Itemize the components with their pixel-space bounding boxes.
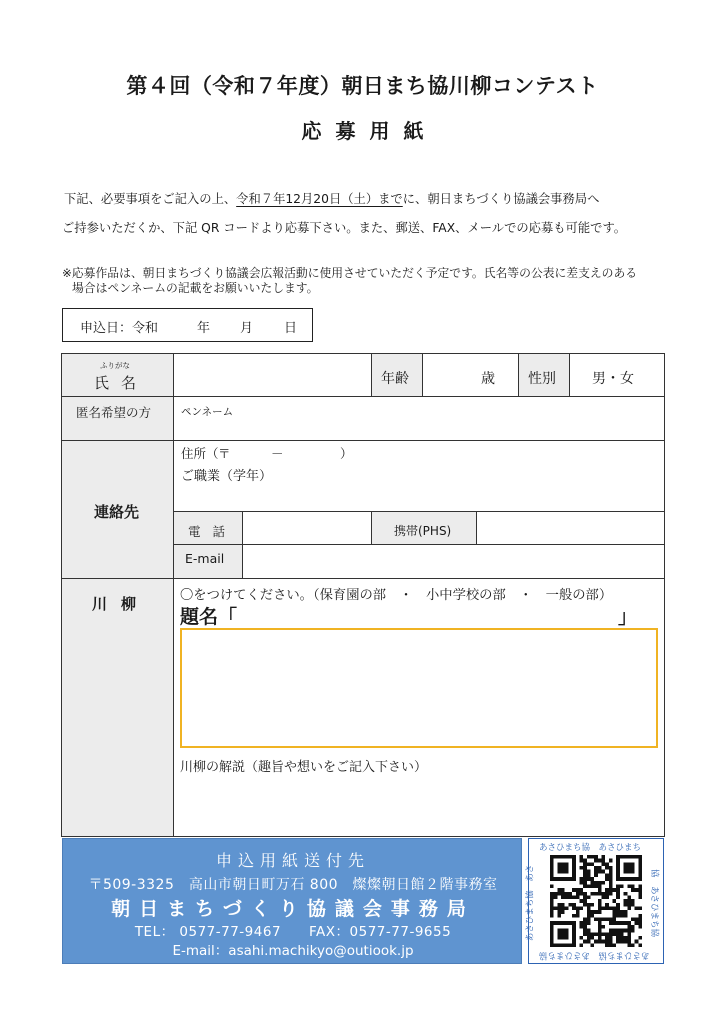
penname-label: ペンネーム [181,406,234,418]
date-label: 申込日：令和 [80,321,159,336]
contact-label: 連絡先 [94,503,140,521]
address-label: 住所（ [181,446,219,461]
qr-border-text-bottom: あさひまち協 あさひまち協 [539,950,650,960]
submission-heading: 申込用紙送付先 [215,851,370,870]
explanation-label: 川柳の解説（趣旨や想いをご記入下さい） [180,760,428,775]
intro-line-2: ご持参いただくか、下記 QR コードより応募下さい。また、郵送、FAX、メールでの応募も可能です。 [62,221,627,235]
poem-title-label: 題名「 [180,606,238,628]
organization-name: 朝日まちづくり協議会事務局 [111,898,475,920]
grid-line [371,511,372,544]
office-address: 〒509-3325 高山市朝日町万石 800 燦燦朝日館２階事務室 [88,877,498,893]
grid-line [61,396,665,397]
anonymous-label: 匿名希望の方 [76,405,152,420]
senryu-label-cell [62,579,173,836]
postal-dash: － [271,446,284,461]
phone-field[interactable] [243,512,371,544]
mobile-label: 携帯(PHS) [394,524,452,538]
email-label: E-mail [185,551,225,566]
page-title: 第４回（令和７年度）朝日まち協川柳コンテスト [126,74,599,98]
qr-code[interactable] [550,855,642,947]
gender-options: 男・女 [592,371,634,387]
date-day-label: 日 [284,321,298,336]
age-unit: 歳 [481,371,495,387]
postal-mark: 〒 [218,446,231,461]
qr-border-text-top: あさひまち協 あさひまち [539,843,642,853]
qr-code-panel[interactable] [525,838,664,964]
deadline-text: 令和７年12月20日（土）まで [236,192,403,206]
grid-line [61,578,665,579]
address-close-paren: ） [340,446,353,461]
qr-border-text-right: 協 あさひまち協 [649,868,660,938]
age-field[interactable] [423,354,518,396]
furigana-label: ふりがな [100,361,130,370]
explanation-field[interactable] [180,776,664,836]
notice-line-2: 場合はペンネームの記載をお願いいたします。 [72,281,319,295]
grid-line [371,353,372,396]
contact-email: E-mail：asahi.machikyo@outiook.jp [172,943,414,959]
date-month-label: 月 [240,321,254,336]
phone-fax-line: TEL： 0577-77-9467 FAX：0577-77-9655 [134,924,452,940]
intro-text-before: 下記、必要事項をご記入の上、 [64,192,237,206]
occupation-label: ご職業（学年） [181,469,273,484]
qr-border-text-left: あさひまち協 あさ [525,864,536,942]
grid-line [518,353,519,396]
notice-line-1: ※応募作品は、朝日まちづくり協議会広報活動に使用させていただく予定です。氏名等の公表に差支えのある [62,266,638,280]
submission-address-panel [62,838,522,964]
intro-line-1 [64,189,599,207]
age-label: 年齢 [381,371,409,387]
poem-entry-box[interactable] [180,628,658,748]
poem-title-field[interactable] [236,602,616,626]
mobile-field[interactable] [477,512,664,544]
phone-label: 電話 [188,524,238,539]
date-year-label: 年 [197,321,211,336]
senryu-label: 川柳 [92,595,151,613]
name-field[interactable] [174,354,371,396]
penname-field[interactable] [174,418,664,440]
email-field[interactable] [243,545,664,578]
poem-title-close-bracket: 」 [618,606,638,628]
category-instruction: 〇をつけてください。（保育園の部 ・ 小中学校の部 ・ 一般の部） [180,588,613,603]
intro-text-after: に、朝日まちづくり協議会事務局へ [402,192,600,206]
gender-label: 性別 [528,371,556,387]
name-label: 氏名 [94,374,149,392]
form-subtitle: 応募用紙 [301,119,438,143]
